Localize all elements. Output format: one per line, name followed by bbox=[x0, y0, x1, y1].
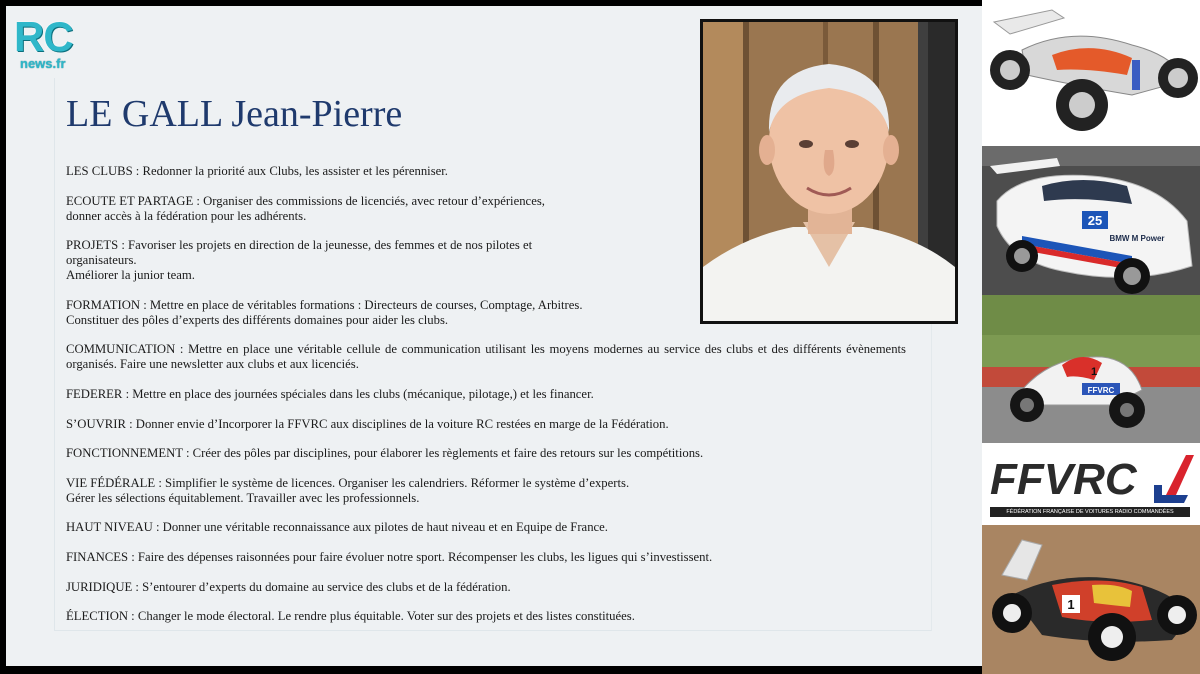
program-line: ECOUTE ET PARTAGE : Organiser des commissions de licenciés, avec retour d’expériences, bbox=[66, 193, 545, 208]
ffvrc-logo-subtitle: FÉDÉRATION FRANÇAISE DE VOITURES RADIO COMMANDÉES bbox=[990, 507, 1190, 517]
program-item-election bbox=[66, 609, 906, 624]
program-line: ÉLECTION : Changer le mode électoral. Le rendre plus équitable. Voter sur des projets et des listes constituées. bbox=[66, 609, 635, 624]
program-item-vie-federale bbox=[66, 476, 906, 506]
touring-car-picture bbox=[982, 146, 1200, 295]
portrait-illustration bbox=[703, 22, 955, 321]
motorbike-picture bbox=[982, 295, 1200, 443]
race-buggy-image-tile bbox=[982, 525, 1200, 674]
program-line: FONCTIONNEMENT : Créer des pôles par disciplines, pour élaborer les règlements et faire des retours sur les compétitions. bbox=[66, 446, 704, 461]
sidebar-gallery bbox=[982, 0, 1200, 674]
program-item-juridique bbox=[66, 580, 906, 595]
program-line: FEDERER : Mettre en place des journées spéciales dans les clubs (mécanique, pilotage,) et les financer. bbox=[66, 386, 594, 401]
program-item-finances bbox=[66, 550, 906, 565]
race-buggy-picture bbox=[982, 525, 1200, 674]
program-line: FORMATION : Mettre en place de véritables formations : Directeurs de courses, Comptage, Arbitres. bbox=[66, 297, 583, 312]
program-line: FINANCES : Faire des dépenses raisonnées pour faire évoluer notre sport. Récompenser les clubs, les ligues qui s’investissent. bbox=[66, 549, 713, 564]
program-line: VIE FÉDÉRALE : Simplifier le système de licences. Organiser les calendriers. Réformer le système d’experts. bbox=[66, 475, 630, 490]
program-line: PROJETS : Favoriser les projets en direction de la jeunesse, des femmes et de nos pilotes et bbox=[66, 238, 533, 253]
bike-brand-label: FFVRC bbox=[1087, 386, 1115, 395]
candidate-name-title: LE GALL Jean-Pierre bbox=[66, 93, 403, 135]
buggy-number-label: 1 bbox=[1067, 597, 1075, 612]
program-line: HAUT NIVEAU : Donner une véritable reconnaissance aux pilotes de haut niveau et en Equipe de France. bbox=[66, 520, 608, 535]
car-number-label: 25 bbox=[1087, 213, 1103, 228]
program-line: S’OUVRIR : Donner envie d’Incorporer la FFVRC aux disciplines de la voiture RC restées en marge de la Fédération. bbox=[66, 416, 669, 431]
buggy-image-tile bbox=[982, 0, 1200, 146]
program-item-federer bbox=[66, 387, 906, 402]
program-line: Constituer des pôles d’experts des différents domaines pour aider les clubs. bbox=[66, 312, 449, 327]
bike-number-label: 1 bbox=[1090, 366, 1098, 378]
program-line: donner accès à la fédération pour les adhérents. bbox=[66, 208, 307, 223]
motorbike-image-tile bbox=[982, 295, 1200, 443]
logo-rc-text: RC bbox=[14, 13, 73, 60]
ffvrc-logo-tile bbox=[982, 443, 1200, 525]
program-line: Améliorer la junior team. bbox=[66, 268, 195, 283]
program-line: Gérer les sélections équitablement. Travailler avec les professionnels. bbox=[66, 490, 420, 505]
program-item-communication bbox=[66, 342, 906, 372]
ffvrc-logo-mark bbox=[1150, 451, 1194, 505]
ffvrc-logo-text: FFVRC bbox=[990, 455, 1137, 504]
touring-car-image-tile bbox=[982, 146, 1200, 295]
program-item-fonctionnement bbox=[66, 446, 906, 461]
candidate-portrait bbox=[700, 19, 958, 324]
buggy-picture bbox=[982, 0, 1200, 146]
rcnews-logo bbox=[12, 13, 90, 78]
program-item-haut-niveau bbox=[66, 520, 906, 535]
program-line: JURIDIQUE : S’entourer d’experts du domaine au service des clubs et de la fédération. bbox=[66, 579, 511, 594]
car-brand-label: BMW M Power bbox=[1109, 234, 1165, 243]
program-line: LES CLUBS : Redonner la priorité aux Clubs, les assister et les pérenniser. bbox=[66, 164, 448, 178]
program-line: organisateurs. bbox=[66, 253, 137, 268]
logo-news-text: news.fr bbox=[20, 56, 66, 71]
program-line: COMMUNICATION : Mettre en place une véritable cellule de communication utilisant les moyens modernes au service des clubs et des différents évènements organisés. Faire une newsletter aux clubs et aux licenciés. bbox=[66, 342, 906, 372]
program-item-souvrir bbox=[66, 417, 906, 432]
